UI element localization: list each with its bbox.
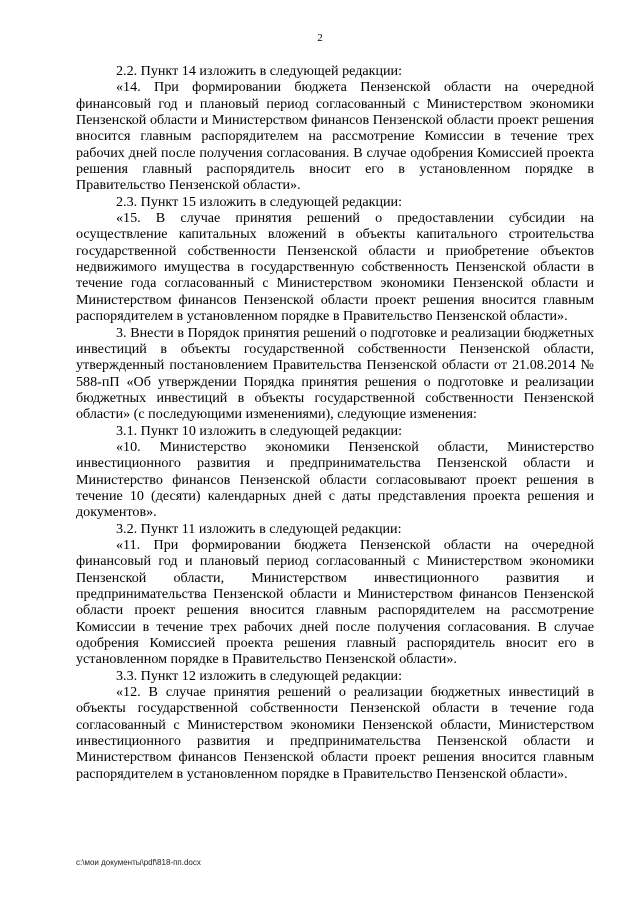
paragraph-point-10: «10. Министерство экономики Пензенской области, Министерство инвестиционного развития и предпринимательства Пензенской области и Министерство финансов Пензенской области согласовывают проект решения в течение 10 (десяти) календарных дней с даты представления проекта решения и документов». (76, 438, 594, 521)
paragraph-3-intro: 3. Внести в Порядок принятия решений о подготовке и реализации бюджетных инвестиций в объекты государственной собственности Пензенской области, утвержденный постановлением Правительства Пензенской области от 21.08.2014 № 588-пП «Об утверждении Порядка принятия решения о подготовке и реализации бюджетных инвестиций в объекты государственной собственности Пензенской области» (с последующими изменениями), следующие изменения: (76, 324, 594, 423)
paragraph-point-11: «11. При формировании бюджета Пензенской области на очередной финансовый год и плановый период согласованный с Министерством экономики Пензенской области, Министерством инвестиционного развития и предпринимательства Пензенской области и Министерством финансов Пензенской области проект решения вносится главным распорядителем на рассмотрение Комиссии в течение трех рабочих дней после получения согласования. В случае одобрения Комиссией проекта решения главный распорядитель вносит его в установленном порядке в Правительство Пензенской области». (76, 536, 594, 668)
paragraph-point-15: «15. В случае принятия решений о предоставлении субсидии на осуществление капитальных вложений в объекты капитального строительства государственной собственности Пензенской области и приобретение объектов недвижимого имущества в государственную собственность Пензенской области в течение года согласованный с Министерством экономики Пензенской области и Министерством финансов Пензенской области проект решения вносится главным распорядителем в установленном порядке в Правительство Пензенской области». (76, 210, 594, 325)
paragraph-point-12: «12. В случае принятия решений о реализации бюджетных инвестиций в объекты государственной собственности Пензенской области в течение года согласованный с Министерством экономики Пензенской области, Министерством инвестиционного развития и предпринимательства Пензенской области и Министерством финансов Пензенской области проект решения вносится главным распорядителем в установленном порядке в Правительство Пензенской области». (76, 684, 594, 782)
paragraph-2-2-heading: 2.2. Пункт 14 изложить в следующей редакции: (116, 63, 403, 79)
page-number: 2 (317, 32, 323, 44)
paragraph-3-2-heading: 3.2. Пункт 11 изложить в следующей редакции: (116, 520, 402, 537)
paragraph-2-3-heading: 2.3. Пункт 15 изложить в следующей редакции: (116, 193, 403, 210)
paragraph-3-1-heading: 3.1. Пункт 10 изложить в следующей редакции: (116, 422, 403, 439)
document-body (76, 63, 594, 782)
footer-file-path: c:\мои документы\pdf\818-пп.docx (76, 858, 201, 867)
paragraph-3-3-heading: 3.3. Пункт 12 изложить в следующей редакции: (116, 667, 403, 684)
paragraph-point-14: «14. При формировании бюджета Пензенской области на очередной финансовый год и плановый период согласованный с Министерством экономики Пензенской области и Министерством финансов Пензенской области проект решения вносится главным распорядителем на рассмотрение Комиссии в течение трех рабочих дней после получения согласования. В случае одобрения Комиссией проекта решения главный распорядитель вносит его в установленном порядке в Правительство Пензенской области». (76, 79, 594, 194)
